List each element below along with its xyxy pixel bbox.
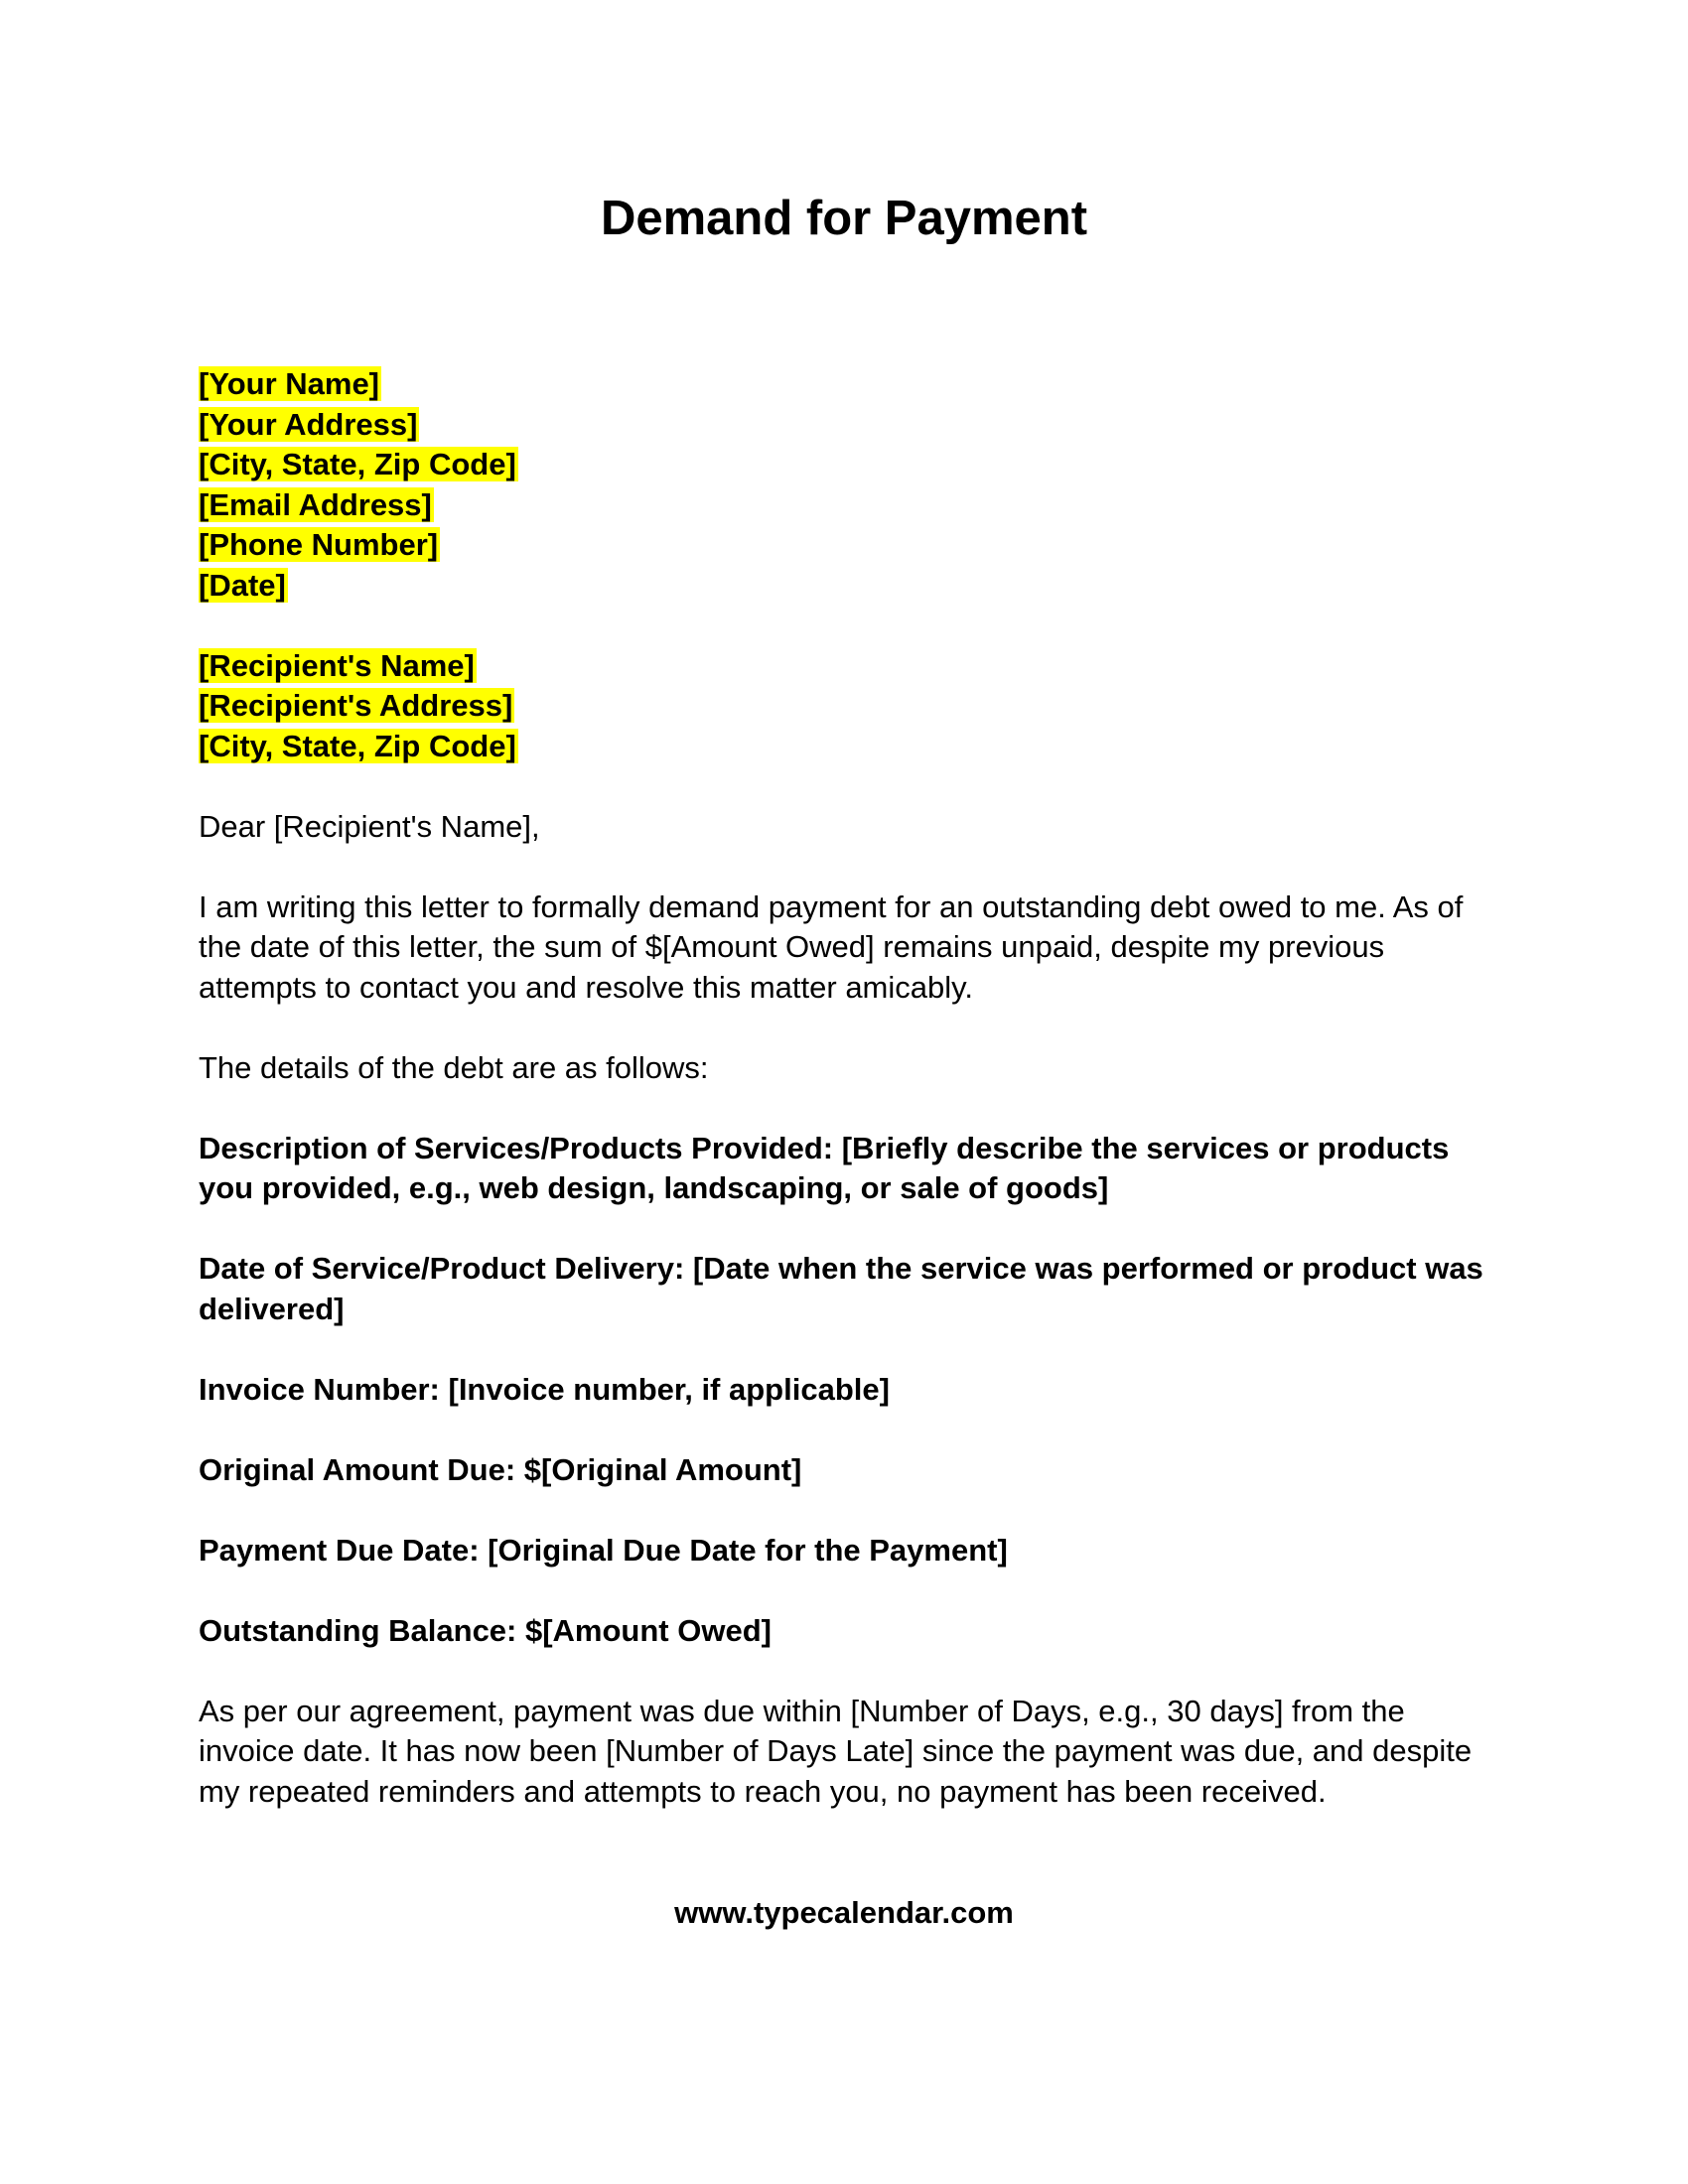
document-title: Demand for Payment	[600, 192, 1088, 245]
detail-delivery-date: Date of Service/Product Delivery: [Date when the service was performed or product was delivered]	[199, 1251, 1483, 1326]
sender-block	[199, 364, 1489, 606]
agreement-paragraph: As per our agreement, payment was due within [Number of Days, e.g., 30 days] from the invoice date. It has now been [Number of Days Late] since the payment was due, and despite my repeated reminders and attempts to reach you, no payment has been received.	[199, 1693, 1473, 1809]
recipient-address: [Recipient's Address]	[199, 688, 513, 723]
detail-payment-due-date: Payment Due Date: [Original Due Date for the Payment]	[199, 1532, 1008, 1568]
intro-paragraph: I am writing this letter to formally demand payment for an outstanding debt owed to me. As of the date of this letter, the sum of $[Amount Owed] remains unpaid, despite my previous attempts to contact you and resolve this matter amicably.	[199, 888, 1464, 1005]
sender-email: [Email Address]	[199, 486, 432, 522]
salutation: Dear [Recipient's Name],	[199, 808, 540, 844]
detail-invoice-number: Invoice Number: [Invoice number, if applicable]	[199, 1371, 890, 1407]
sender-name: [Your Name]	[199, 366, 380, 401]
detail-original-amount: Original Amount Due: $[Original Amount]	[199, 1451, 802, 1487]
letter-date: [Date]	[199, 567, 286, 603]
details-intro: The details of the debt are as follows:	[199, 1049, 709, 1085]
footer-website: www.typecalendar.com	[674, 1895, 1014, 1930]
sender-address: [Your Address]	[199, 406, 418, 442]
letter-content	[199, 364, 1489, 1812]
sender-city-state-zip: [City, State, Zip Code]	[199, 447, 516, 481]
recipient-name: [Recipient's Name]	[199, 647, 475, 683]
sender-phone: [Phone Number]	[199, 527, 439, 562]
recipient-city-state-zip: [City, State, Zip Code]	[199, 728, 516, 763]
detail-outstanding-balance: Outstanding Balance: $[Amount Owed]	[199, 1612, 772, 1648]
letter-page	[199, 0, 1489, 2184]
recipient-block	[199, 646, 1489, 767]
detail-description: Description of Services/Products Provided: [Briefly describe the services or products you provided, e.g., web design, landscaping, or sale of goods]	[199, 1130, 1450, 1205]
